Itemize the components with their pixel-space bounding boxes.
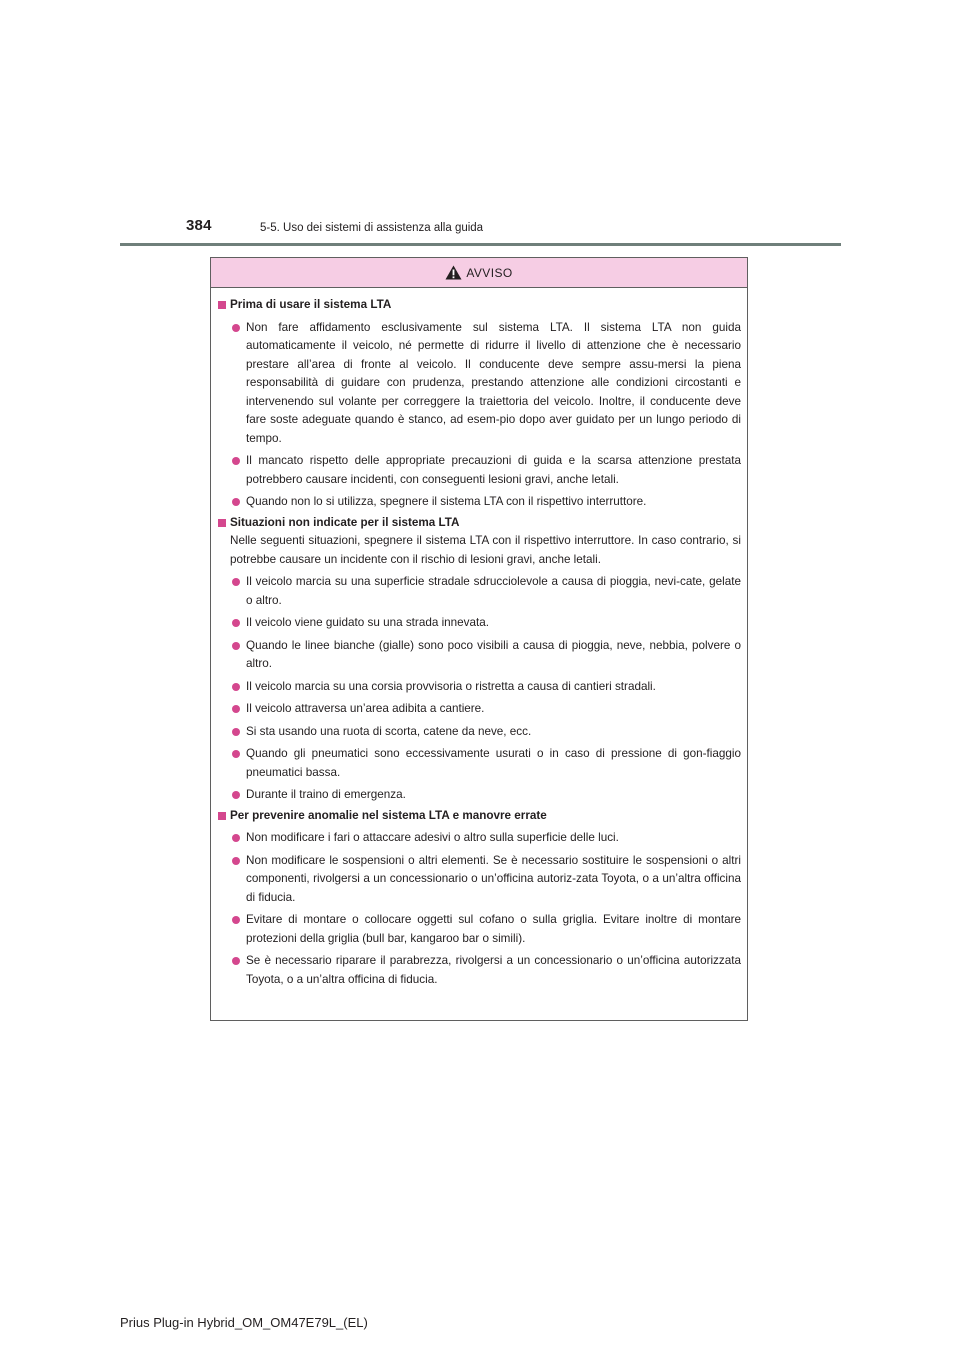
list-item [228, 745, 741, 782]
list-item-text: Il veicolo marcia su una superficie stradale sdrucciolevole a causa di pioggia, nevi-cate, gelate o altro. [246, 575, 741, 607]
section-heading-text: Situazioni non indicate per il sistema LTA [230, 515, 460, 529]
list-item [228, 573, 741, 610]
list-item [228, 614, 741, 633]
round-bullet-icon [232, 457, 240, 465]
list-item-text: Il veicolo attraversa un’area adibita a cantiere. [246, 702, 485, 715]
list-item-text: Non modificare i fari o attaccare adesivi o altro sulla superficie delle luci. [246, 831, 619, 844]
round-bullet-icon [232, 619, 240, 627]
section-heading [218, 296, 741, 315]
header-rule [120, 243, 841, 246]
section-heading-text: Per prevenire anomalie nel sistema LTA e manovre errate [230, 808, 547, 822]
list-item-text: Quando gli pneumatici sono eccessivamente usurati o in caso di pressione di gon-fiaggio pneumatici bassa. [246, 747, 741, 779]
warning-section [218, 296, 741, 512]
round-bullet-icon [232, 834, 240, 842]
list-item-text: Si sta usando una ruota di scorta, catene da neve, ecc. [246, 724, 532, 738]
square-bullet-icon [218, 812, 226, 820]
list-item [228, 952, 741, 989]
warning-section [218, 807, 741, 990]
warning-header [211, 258, 747, 288]
warning-title: AVVISO [466, 265, 513, 280]
round-bullet-icon [232, 578, 240, 586]
list-item-text: Il veicolo marcia su una corsia provvisoria o ristretta a causa di cantieri stradali. [246, 679, 656, 693]
round-bullet-icon [232, 857, 240, 865]
list-item [228, 678, 741, 697]
round-bullet-icon [232, 728, 240, 736]
list-item-text: Se è necessario riparare il parabrezza, rivolgersi a un concessionario o un’officina autorizzata Toyota, o a un’altra officina di fiducia. [246, 954, 741, 986]
list-item-text: Il veicolo viene guidato su una strada innevata. [246, 616, 490, 629]
warning-triangle-icon [445, 265, 462, 280]
round-bullet-icon [232, 705, 240, 713]
round-bullet-icon [232, 750, 240, 758]
list-item-text: Non fare affidamento esclusivamente sul sistema LTA. Il sistema LTA non guida automaticamente il veicolo, né permette di ridurre il livello di attenzione che è necessario prestare all’area di fronte al veicolo. Il conducente deve sempre assu-mersi la piena responsabilità di guidare con prudenza, prestando attenzione alle condizioni circostanti e intervenendo sul volante per correggere la traiettoria del veicolo. Inoltre, il conducente deve fare soste adeguate quando è stanco, ad esem-pio dopo aver guidato per un lungo periodo di tempo. [246, 320, 741, 445]
list-item-text: Il mancato rispetto delle appropriate precauzioni di guida e la scarsa attenzione prestata potrebbero causare incidenti, con conseguenti lesioni gravi, anche letali. [246, 454, 741, 486]
section-heading [218, 807, 741, 826]
round-bullet-icon [232, 642, 240, 650]
square-bullet-icon [218, 519, 226, 527]
list-item-text: Durante il traino di emergenza. [246, 788, 406, 801]
list-item [228, 723, 741, 742]
list-item-text: Evitare di montare o collocare oggetti sul cofano o sulla griglia. Evitare inoltre di montare protezioni della griglia (bull bar, kangaroo bar o simili). [246, 913, 741, 945]
list-item [228, 829, 741, 848]
list-item [228, 493, 741, 512]
round-bullet-icon [232, 498, 240, 506]
list-item [228, 452, 741, 489]
bullet-list [218, 829, 741, 989]
bullet-list [218, 319, 741, 512]
list-item [228, 319, 741, 449]
round-bullet-icon [232, 791, 240, 799]
square-bullet-icon [218, 301, 226, 309]
warning-body [211, 288, 747, 989]
round-bullet-icon [232, 916, 240, 924]
list-item [228, 700, 741, 719]
round-bullet-icon [232, 683, 240, 691]
round-bullet-icon [232, 324, 240, 332]
warning-section [218, 514, 741, 805]
list-item [228, 852, 741, 908]
list-item [228, 911, 741, 948]
list-item [228, 637, 741, 674]
list-item-text: Quando non lo si utilizza, spegnere il sistema LTA con il rispettivo interruttore. [246, 495, 647, 508]
list-item-text: Quando le linee bianche (gialle) sono poco visibili a causa di pioggia, neve, nebbia, polvere o altro. [246, 638, 741, 670]
section-heading [218, 514, 741, 533]
page-number: 384 [186, 217, 212, 234]
bullet-list [218, 573, 741, 805]
list-item [228, 786, 741, 805]
list-item-text: Non modificare le sospensioni o altri elementi. Se è necessario sostituire le sospensioni o altri componenti, rivolgersi a un concessionario o un’officina autoriz-zata Toyota, o a un’altra officina di fiducia. [246, 853, 741, 904]
section-heading-text: Prima di usare il sistema LTA [230, 298, 392, 311]
section-title: 5-5. Uso dei sistemi di assistenza alla guida [260, 222, 484, 234]
section-intro: Nelle seguenti situazioni, spegnere il sistema LTA con il rispettivo interruttore. In caso contrario, si potrebbe causare un incidente con il rischio di lesioni gravi, anche letali. [230, 534, 741, 566]
round-bullet-icon [232, 957, 240, 965]
manual-id: Prius Plug-in Hybrid_OM_OM47E79L_(EL) [120, 1315, 368, 1330]
warning-box [210, 257, 748, 1021]
